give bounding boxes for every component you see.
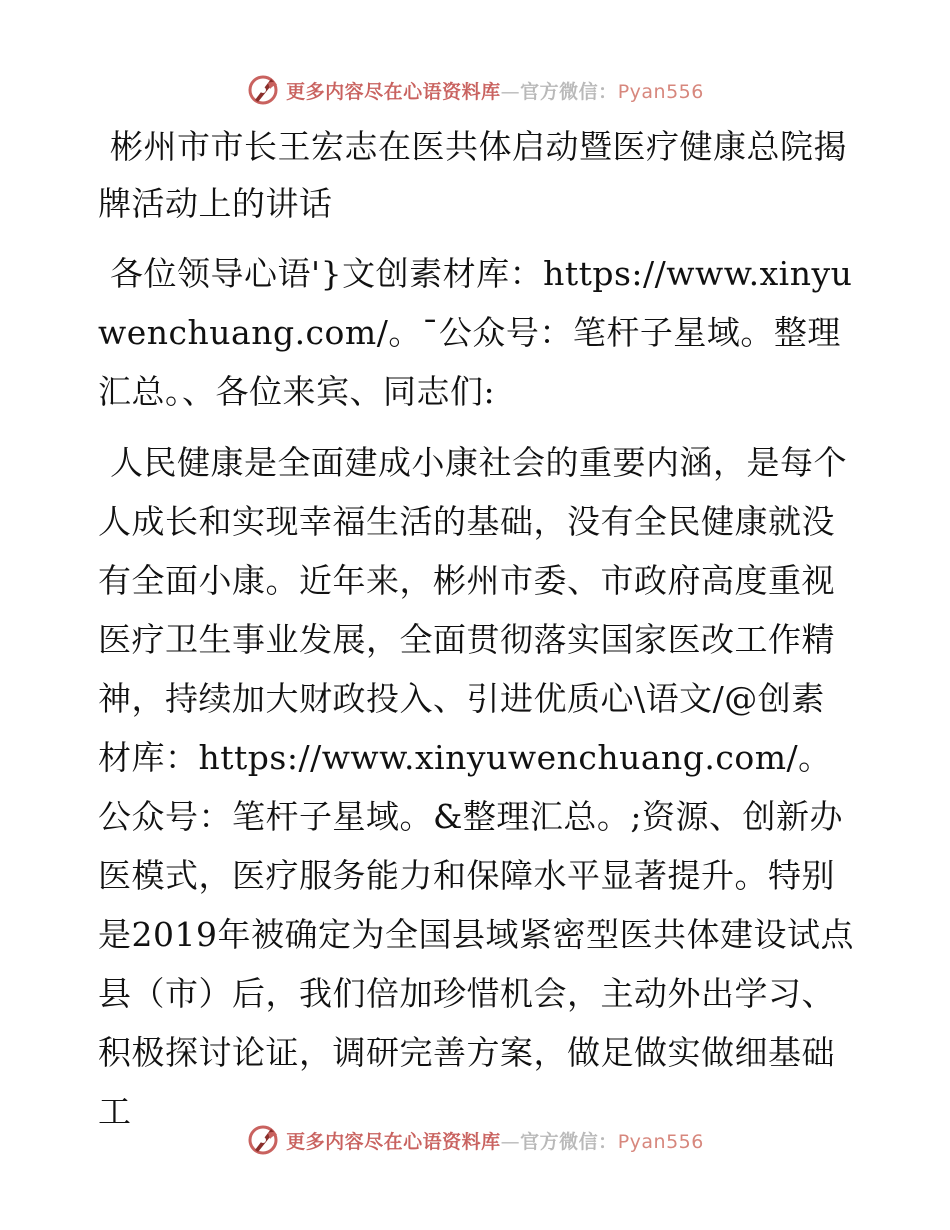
- speech-body-paragraph: 人民健康是全面建成小康社会的重要内涵，是每个人成长和实现幸福生活的基础，没有全民健康就没有全面小康。近年来，彬州市委、市政府高度重视医疗卫生事业发展，全面贯彻落实国家医改工作精神，持续加大财政投入、引进优质心\语文/@创素材库：https://www.xinyuwenchuang.com/。公众号：笔杆子星域。&整理汇总。;资源、创新办医模式，医疗服务能力和保障水平显著提升。特别是2019年被确定为全国县域紧密型医共体建设试点县（市）后，我们倍加珍惜机会，主动外出学习、积极探讨论证，调研完善方案，做足做实做细基础工: [98, 443, 854, 1131]
- watermark-wechat-id: Pyan556: [617, 80, 704, 103]
- footer-watermark-banner: [0, 1120, 950, 1160]
- quill-pen-logo-icon: [246, 1123, 280, 1157]
- watermark-wechat-label: 官方微信：: [520, 80, 618, 103]
- watermark-group: [246, 73, 704, 107]
- watermark-group: [246, 1123, 704, 1157]
- header-watermark-banner: [0, 70, 950, 110]
- document-title: 彬州市市长王宏志在医共体启动暨医疗健康总院揭牌活动上的讲话: [98, 127, 847, 223]
- greeting-paragraph: 各位领导心语'}文创素材库：https://www.xinyuwenchuang.com/。¯公众号：笔杆子星域。整理汇总。、各位来宾、同志们:: [98, 254, 853, 411]
- watermark-wechat-id: Pyan556: [617, 1130, 704, 1153]
- document-body: [98, 118, 858, 1141]
- watermark-wechat-label: 官方微信：: [520, 1130, 618, 1153]
- watermark-main-text: 更多内容尽在心语资料库: [286, 1130, 501, 1153]
- quill-pen-logo-icon: [246, 73, 280, 107]
- watermark-separator: —: [500, 1130, 521, 1153]
- watermark-separator: —: [500, 80, 521, 103]
- watermark-main-text: 更多内容尽在心语资料库: [286, 80, 501, 103]
